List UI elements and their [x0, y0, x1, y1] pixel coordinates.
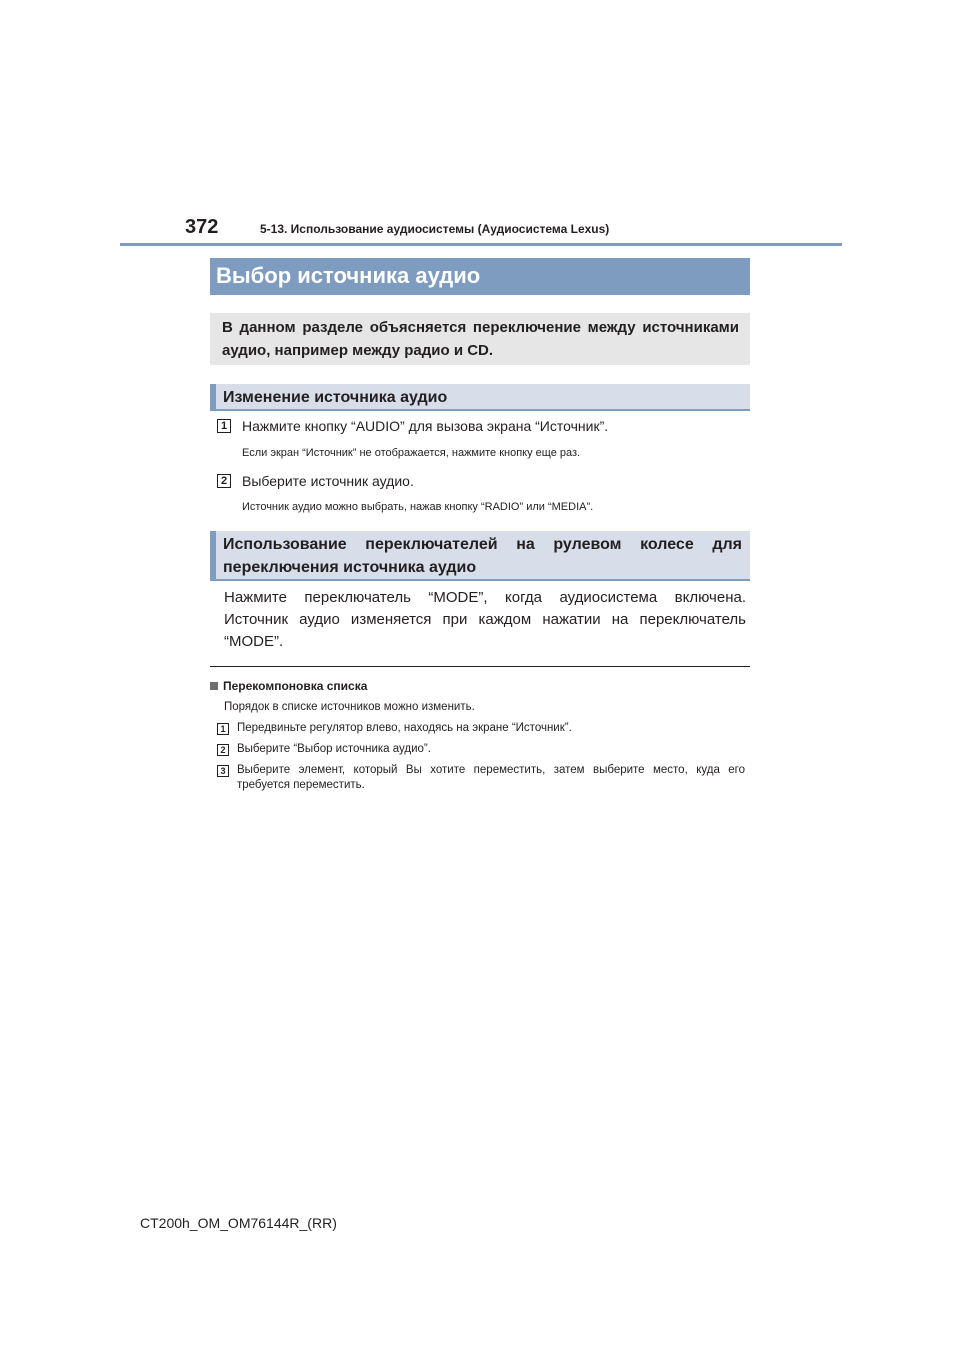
bullet-square-icon — [210, 682, 218, 690]
subheading-steering-switches — [210, 531, 750, 581]
step-number-2: 2 — [217, 474, 231, 488]
list-item: Передвиньте регулятор влево, находясь на экране “Источник”. — [237, 722, 572, 734]
step-note: Если экран “Источник” не отображается, нажмите кнопку еще раз. — [242, 447, 581, 459]
list-number-1: 1 — [217, 723, 229, 735]
page-number: 372 — [185, 216, 219, 238]
divider — [210, 666, 750, 667]
step-note: Источник аудио можно выбрать, нажав кнопку “RADIO” или “MEDIA”. — [242, 501, 594, 513]
intro-text: В данном разделе объясняется переключение между источниками аудио, например между радио и CD. — [222, 319, 739, 359]
step-text: Выберите источник аудио. — [242, 473, 414, 489]
list-item: Выберите “Выбор источника аудио”. — [237, 743, 431, 755]
step-number-1: 1 — [217, 419, 231, 433]
list-number-3: 3 — [217, 765, 229, 777]
section-header: 5-13. Использование аудиосистемы (Аудиосистема Lexus) — [260, 222, 610, 236]
mode-paragraph: Нажмите переключатель “MODE”, когда аудиосистема включена. Источник аудио изменяется при каждом нажатии на переключатель “MODE”. — [224, 589, 746, 650]
note-title — [210, 679, 367, 693]
header-rule — [120, 243, 842, 246]
page-title: Выбор источника аудио — [216, 263, 481, 288]
subheading-change-source — [210, 384, 750, 411]
list-number-2: 2 — [217, 744, 229, 756]
footer-doc-code: CT200h_OM_OM76144R_(RR) — [140, 1215, 337, 1231]
list-item: Выберите элемент, который Вы хотите переместить, затем выберите место, куда его требуется переместить. — [237, 764, 745, 791]
subheading-text: Использование переключателей на рулевом колесе для переключения источника аудио — [223, 536, 742, 576]
subheading-text: Изменение источника аудио — [223, 389, 448, 406]
step-text: Нажмите кнопку “AUDIO” для вызова экрана “Источник”. — [242, 418, 609, 434]
note-intro: Порядок в списке источников можно изменить. — [224, 701, 475, 713]
note-title-text: Перекомпоновка списка — [223, 679, 368, 693]
